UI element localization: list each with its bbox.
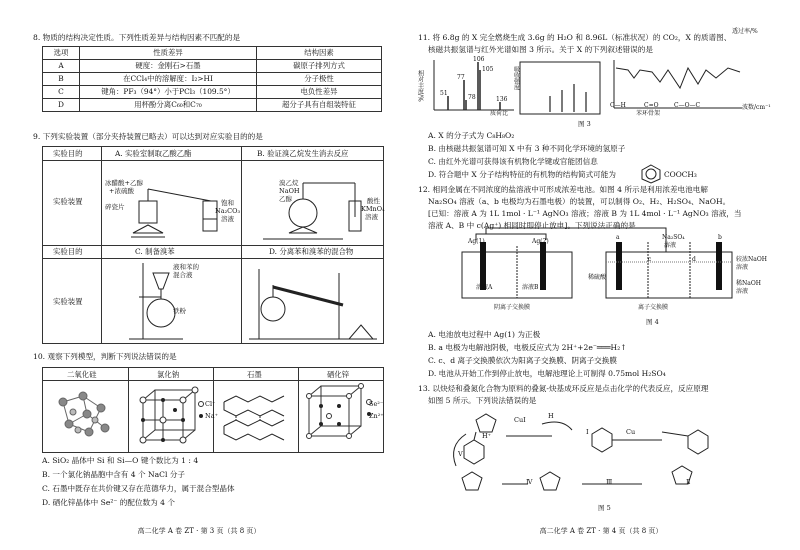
label-a-6: 溶液 <box>221 215 234 223</box>
label-b-1: 溴乙烷 <box>279 179 299 187</box>
table-row <box>43 73 382 86</box>
label-electrode-a: a <box>616 234 620 241</box>
label-na2so4-solution: 溶液 <box>664 242 677 249</box>
label-a-5: Na₂CO₃ <box>215 207 241 215</box>
figure-5-caption: 图 5 <box>598 504 611 512</box>
q11-option-a: A. X 的分子式为 C₈H₈O₂ <box>428 131 515 140</box>
q9-stem: 9. 下列实验装置（部分夹持装置已略去）可以达到对应实验目的的是 <box>33 132 263 141</box>
apparatus-d-diagram <box>243 259 381 343</box>
label-h-plus: H⁺ <box>482 432 492 440</box>
row-label-device-2: 实验装置 <box>53 297 83 306</box>
q11-option-b: B. 由核磁共振氢谱可知 X 中有 3 种不同化学环境的氢原子 <box>428 144 626 153</box>
q13-stem-2: 如图 5 所示。下列说法错误的是 <box>428 396 537 405</box>
row-label-device: 实验装置 <box>53 197 83 206</box>
table-cell: 碳原子排列方式 <box>257 60 382 73</box>
q11-option-c: C. 由红外光谱可获得该有机物化学键或官能团信息 <box>428 157 598 166</box>
q13-stem-1: 13. 以炔烃和叠氮化合物为原料的叠氮-炔基成环反应是点击化学的代表反应，反应原理 <box>418 384 709 393</box>
label-conc-naoh: 较浓NaOH <box>736 256 767 263</box>
label-step-1: Ⅰ <box>586 428 589 436</box>
legend-cl: Cl⁻ <box>205 400 216 408</box>
figure-5-diagram <box>442 406 762 502</box>
ir-label-coc: C—O—C <box>674 102 701 109</box>
table-header: 性质差异 <box>80 47 257 60</box>
apparatus-b-diagram <box>243 161 381 245</box>
table-cell: 分子极性 <box>257 73 382 86</box>
ir-xlabel: 波数/cm⁻¹ <box>742 104 771 111</box>
q8-table <box>42 46 382 112</box>
label-anion-membrane: 阴离子交换膜 <box>494 304 531 311</box>
goal-d: D. 分离苯和溴苯的混合物 <box>269 247 354 256</box>
q10-option-a: A. SiO₂ 晶体中 Si 和 Si—O 键个数比为 1 : 4 <box>42 456 199 465</box>
goal-b: B. 验证溴乙烷发生消去反应 <box>257 149 349 158</box>
ir-label-ch: C—H <box>610 102 626 109</box>
table-row <box>43 47 382 60</box>
q11-stem-1: 11. 将 6.8g 的 X 完全燃烧生成 3.6g 的 H₂O 和 8.96L（标准状况）的 CO₂，X 的质谱图、 <box>418 33 732 42</box>
table-cell: C <box>43 86 80 99</box>
label-conc-naoh-solution: 溶液 <box>736 264 749 271</box>
label-a-2: +浓硫酸 <box>109 187 134 195</box>
ms-peak-77: 77 <box>457 74 465 81</box>
q11-stem-2: 核磁共振氢谱与红外光谱如图 3 所示。关于 X 的下列叙述错误的是 <box>428 45 653 54</box>
table-cell: 键角：PF₃（94°）小于PCl₃（109.5°） <box>80 86 257 99</box>
table-header: 结构因素 <box>257 47 382 60</box>
label-step-4: Ⅳ <box>526 478 533 486</box>
q11-d-structure: COOCH₃ <box>664 170 697 179</box>
label-ag1: Ag(1) <box>468 238 485 245</box>
label-ion-membrane: 离子交换膜 <box>638 304 669 311</box>
q12-line-3: [已知：溶液 A 为 1L 1mol · L⁻¹ AgNO₃ 溶液；溶液 B 为 1L 4mol · L⁻¹ AgNO₃ 溶液，当 <box>428 209 742 218</box>
ir-label-ring: 苯环骨架 <box>636 110 661 117</box>
q10-option-d: D. 硒化锌晶体中 Se²⁻ 的配位数为 4 个 <box>42 498 176 507</box>
goal-c: C. 制备溴苯 <box>135 247 175 256</box>
label-b-5: KMnO₄ <box>361 205 385 213</box>
model-sio2: 二氧化硅 <box>67 370 97 379</box>
nmr-spectrum-chart <box>520 62 602 118</box>
label-a-4: 饱和 <box>221 199 234 207</box>
table-row <box>43 60 382 73</box>
nmr-ylabel: 吸收强度 <box>512 66 520 90</box>
table-cell: A <box>43 60 80 73</box>
label-solution-a: 溶液A <box>476 284 493 291</box>
label-membrane-d: d <box>692 256 696 263</box>
label-step-3: Ⅲ <box>606 478 613 486</box>
q10-option-b: B. 一个氯化钠晶胞中含有 4 个 NaCl 分子 <box>42 470 186 479</box>
row-label-goal-2: 实验目的 <box>53 247 83 256</box>
label-na2so4: Na₂SO₄ <box>662 234 685 241</box>
figure-3-caption: 图 3 <box>578 120 591 128</box>
ms-peak-78: 78 <box>468 94 476 101</box>
goal-a: A. 实验室制取乙酸乙酯 <box>115 149 192 158</box>
q12-line-4: 溶液 A、B 中 c(Ag⁺) 相同时即停止放电]。下列说法正确的是 <box>428 221 636 230</box>
label-solution-b: 溶液B <box>522 284 539 291</box>
label-membrane-c: c <box>648 256 652 263</box>
table-cell: 硬度：金刚石>石墨 <box>80 60 257 73</box>
q12-line-1: 12. 相同金属在不同浓度的盐溶液中可形成浓差电池。如图 4 所示是利用浓差电池电解 <box>418 185 708 194</box>
ir-ylabel: 透过率/% <box>732 28 758 35</box>
label-step-2: Ⅱ <box>686 478 691 486</box>
label-step-5: Ⅴ <box>458 450 463 458</box>
label-cui: CuI <box>514 416 526 424</box>
ms-peak-105: 105 <box>482 66 494 73</box>
table-cell: B <box>43 73 80 86</box>
apparatus-c-diagram <box>103 259 241 343</box>
ms-peak-51: 51 <box>440 90 448 97</box>
right-page-footer: 高二化学 A 卷 ZT · 第 4 页（共 8 页） <box>539 527 663 536</box>
label-a-3: 碎瓷片 <box>105 203 125 211</box>
q12-line-2: Na₂SO₄ 溶液（a、b 电极均为石墨电极）的装置，可以制得 O₂、H₂、H₂SO₄、NaOH。 <box>428 197 731 206</box>
legend-na: Na⁺ <box>205 412 218 420</box>
legend-zn: Zn²⁺ <box>369 412 384 420</box>
figure-4-caption: 图 4 <box>646 318 659 326</box>
label-b-6: 溶液 <box>365 213 378 221</box>
q12-option-d: D. 电池从开始工作到停止放电，电解池理论上可制得 0.75mol H₂SO₄ <box>428 369 666 378</box>
left-page <box>0 0 398 550</box>
sio2-structure <box>43 382 128 452</box>
ms-peak-136: 136 <box>496 96 508 103</box>
model-znse: 硒化锌 <box>327 370 350 379</box>
label-h: H <box>548 412 554 420</box>
q10-option-c: C. 石墨中既存在共价键又存在范德华力，属于混合型晶体 <box>42 484 235 493</box>
q8-stem: 8. 物质的结构决定性质。下列性质差异与结构因素不匹配的是 <box>33 33 241 42</box>
ir-spectrum-chart <box>608 58 746 120</box>
table-row <box>43 99 382 112</box>
label-dilute-naoh-solution: 溶液 <box>736 288 749 295</box>
label-dilute-naoh: 稀NaOH <box>736 280 761 287</box>
ms-ylabel: 相对丰度/% <box>416 70 424 102</box>
table-cell: D <box>43 99 80 112</box>
model-graphite: 石墨 <box>247 370 262 379</box>
ms-xlabel: 质荷比 <box>490 110 509 117</box>
table-cell: 超分子具有自组装特征 <box>257 99 382 112</box>
table-header: 选项 <box>43 47 80 60</box>
q10-models <box>42 367 384 453</box>
label-c-2: 混合液 <box>173 271 193 279</box>
legend-se: Se²⁻ <box>369 400 384 408</box>
nacl-structure <box>129 382 216 452</box>
q12-option-b: B. a 电极为电解池阴极，电极反应式为 2H⁺+2e⁻═══H₂↑ <box>428 343 627 352</box>
q11-option-d: D. 符合题中 X 分子结构特征的有机物的结构简式可能为 <box>428 170 616 179</box>
label-a-1: 冰醋酸+乙醇 <box>105 179 143 187</box>
left-page-footer: 高二化学 A 卷 ZT · 第 3 页（共 8 页） <box>137 527 261 536</box>
label-electrode-b: b <box>718 234 722 241</box>
benzene-ring-icon <box>640 164 662 184</box>
table-row <box>43 86 382 99</box>
q9-grid <box>42 146 384 344</box>
table-cell: 在CCl₄中的溶解度：I₂>HI <box>80 73 257 86</box>
table-cell: 用杯酚分离C₆₀和C₇₀ <box>80 99 257 112</box>
right-page <box>402 0 800 550</box>
ms-peak-106: 106 <box>473 56 485 63</box>
ir-label-co: C=O <box>644 102 659 109</box>
q12-option-c: C. c、d 离子交换膜依次为阳离子交换膜、阴离子交换膜 <box>428 356 617 365</box>
label-cu: Cu <box>626 428 636 436</box>
label-c-1: 液和苯的 <box>173 263 199 271</box>
model-nacl: 氯化钠 <box>157 370 180 379</box>
label-b-3: 乙醇 <box>279 195 292 203</box>
graphite-structure <box>214 382 298 452</box>
label-b-2: NaOH <box>279 187 300 195</box>
table-cell: 电负性差异 <box>257 86 382 99</box>
row-label-goal: 实验目的 <box>53 149 83 158</box>
label-b-4: 酸性 <box>367 197 380 205</box>
label-ag2: Ag(2) <box>532 238 549 245</box>
label-dilute-h2so4: 稀硫酸 <box>588 274 607 281</box>
label-c-3: 铁粉 <box>173 307 186 315</box>
q12-option-a: A. 电池放电过程中 Ag(1) 为正极 <box>428 330 541 339</box>
q10-stem: 10. 观察下列模型，判断下列说法错误的是 <box>33 352 177 361</box>
